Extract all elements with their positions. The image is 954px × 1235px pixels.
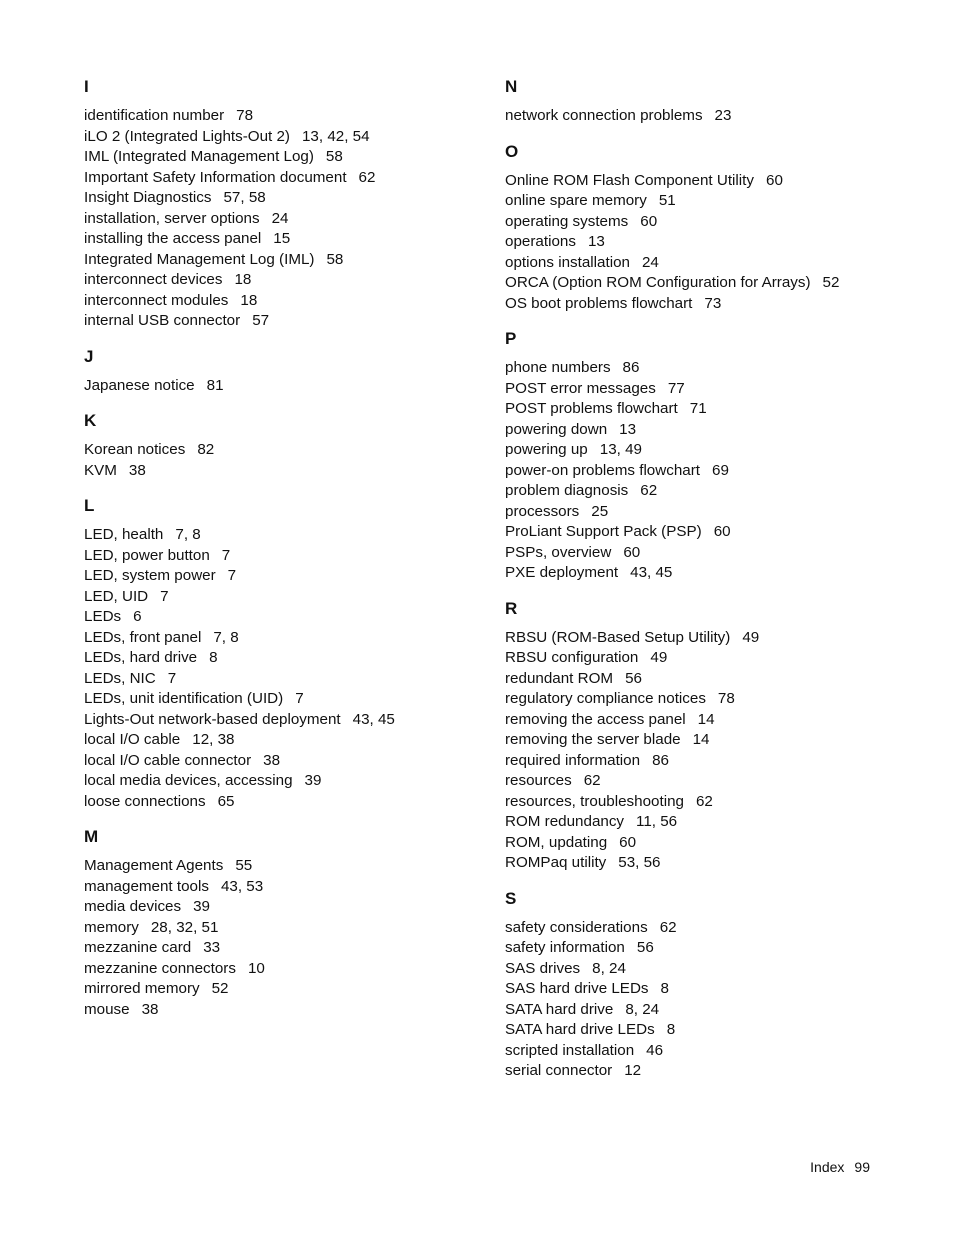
entry-pages[interactable]: 33: [203, 939, 221, 956]
entry-pages[interactable]: 13, 42, 54: [301, 127, 370, 145]
entry-pages[interactable]: 8: [209, 649, 218, 666]
section-letter: P: [505, 329, 517, 348]
entry-term: POST error messages: [505, 379, 656, 397]
entry-term: Important Safety Information document: [84, 168, 347, 186]
entry-term: Japanese notice: [84, 376, 195, 394]
index-entry: [84, 877, 484, 898]
entry-pages[interactable]: 43, 45: [630, 564, 673, 581]
entry-term: PXE deployment: [505, 564, 619, 581]
index-section-k: [84, 408, 484, 481]
index-entry: [84, 959, 484, 980]
entry-term: powering down: [505, 420, 608, 438]
index-column-left: [84, 74, 484, 1032]
index-entry: [505, 918, 905, 939]
entry-term: mouse: [84, 1000, 130, 1018]
entry-term: RBSU configuration: [505, 649, 639, 666]
index-entry: [505, 1000, 905, 1021]
index-entry: [84, 1000, 484, 1021]
entry-pages[interactable]: 86: [652, 751, 669, 769]
index-entry: [505, 669, 905, 690]
entry-term: SAS hard drive LEDs: [505, 980, 649, 997]
entry-pages[interactable]: 12: [624, 1062, 642, 1079]
index-entry: [84, 270, 484, 291]
index-entry: [84, 168, 484, 189]
entry-pages[interactable]: 13, 49: [599, 441, 642, 458]
index-entry: [84, 648, 484, 669]
entry-term: LEDs: [84, 608, 122, 625]
entry-term: required information: [505, 751, 641, 769]
index-entry: [84, 525, 484, 546]
entry-term: Korean notices: [84, 441, 186, 458]
entry-term: identification number: [84, 107, 225, 124]
entry-term: LED, system power: [84, 567, 216, 584]
entry-term: ROM, updating: [505, 833, 608, 851]
entry-term: powering up: [505, 441, 588, 458]
index-entry: [84, 751, 484, 772]
entry-pages[interactable]: 43, 45: [352, 710, 395, 728]
index-entry: [84, 771, 484, 792]
entry-pages[interactable]: 15: [273, 230, 291, 247]
entry-pages[interactable]: 60: [766, 171, 783, 189]
index-entry: [505, 730, 905, 751]
entry-pages[interactable]: 39: [304, 772, 322, 789]
index-entry: [505, 1061, 905, 1082]
index-entry: [505, 628, 905, 649]
index-entry: [505, 420, 905, 441]
entry-term: resources, troubleshooting: [505, 792, 684, 810]
entry-term: scripted installation: [505, 1041, 635, 1059]
index-entry: [505, 440, 905, 461]
index-entry: [505, 1041, 905, 1062]
entry-pages[interactable]: 51: [658, 192, 676, 209]
entry-pages[interactable]: 69: [712, 461, 729, 479]
index-entry: [505, 710, 905, 731]
entry-pages[interactable]: 25: [591, 502, 609, 520]
entry-term: POST problems flowchart: [505, 400, 678, 417]
entry-term: LEDs, hard drive: [84, 649, 198, 666]
entry-pages[interactable]: 58: [326, 250, 344, 268]
entry-pages[interactable]: 38: [141, 1000, 159, 1018]
index-entry: [84, 440, 484, 461]
entry-term: LEDs, unit identification (UID): [84, 690, 284, 707]
entry-term: Insight Diagnostics: [84, 189, 212, 206]
entry-pages[interactable]: 62: [659, 918, 677, 936]
entry-pages[interactable]: 7, 8: [213, 628, 239, 646]
entry-term: management tools: [84, 877, 209, 895]
entry-term: mezzanine card: [84, 939, 192, 956]
entry-pages[interactable]: 7: [295, 690, 304, 707]
entry-pages[interactable]: 23: [714, 107, 732, 124]
entry-term: LEDs, NIC: [84, 669, 156, 687]
entry-term: ProLiant Support Pack (PSP): [505, 523, 702, 540]
page-number: 99: [854, 1159, 870, 1175]
entry-term: mezzanine connectors: [84, 959, 236, 977]
footer-label: Index: [810, 1159, 845, 1175]
entry-term: Lights-Out network-based deployment: [84, 710, 341, 728]
entry-pages[interactable]: 56: [636, 939, 654, 956]
entry-term: ROM redundancy: [505, 813, 625, 830]
index-entry: [84, 897, 484, 918]
index-entry: [505, 481, 905, 502]
entry-term: PSPs, overview: [505, 543, 612, 561]
entry-term: RBSU (ROM-Based Setup Utility): [505, 628, 731, 646]
index-entry: [84, 209, 484, 230]
entry-pages[interactable]: 24: [271, 209, 289, 227]
index-entry: [84, 250, 484, 271]
entry-pages[interactable]: 38: [128, 461, 146, 479]
index-entry: [505, 938, 905, 959]
index-entry: [84, 710, 484, 731]
entry-term: KVM: [84, 461, 117, 479]
entry-term: media devices: [84, 898, 182, 915]
entry-pages[interactable]: 18: [240, 291, 258, 309]
index-entry: [84, 792, 484, 813]
entry-term: mirrored memory: [84, 980, 200, 997]
section-letter: K: [84, 411, 97, 430]
index-entry: [505, 833, 905, 854]
entry-pages[interactable]: 57: [252, 312, 270, 329]
entry-term: operations: [505, 233, 576, 250]
index-entry: [505, 792, 905, 813]
entry-term: network connection problems: [505, 107, 703, 124]
entry-term: processors: [505, 502, 580, 520]
index-entry: [505, 171, 905, 192]
entry-pages[interactable]: 58: [325, 148, 343, 165]
entry-pages[interactable]: 14: [692, 731, 710, 748]
index-section-j: [84, 344, 484, 397]
index-entry: [84, 188, 484, 209]
index-entry: [505, 399, 905, 420]
index-entry: [84, 856, 484, 877]
entry-pages[interactable]: 81: [206, 376, 224, 394]
index-entry: [505, 648, 905, 669]
entry-pages[interactable]: 7: [167, 669, 177, 687]
index-entry: [84, 918, 484, 939]
entry-pages[interactable]: 60: [619, 833, 637, 851]
entry-term: online spare memory: [505, 192, 647, 209]
entry-pages[interactable]: 24: [641, 253, 659, 271]
index-entry: [505, 771, 905, 792]
entry-pages[interactable]: 7, 8: [175, 526, 201, 543]
index-entry: [84, 979, 484, 1000]
entry-term: internal USB connector: [84, 312, 241, 329]
entry-pages[interactable]: 55: [235, 857, 253, 874]
section-letter: J: [84, 346, 94, 366]
index-entry: [84, 730, 484, 751]
entry-pages[interactable]: 56: [625, 669, 642, 687]
index-section-r: [505, 596, 905, 874]
entry-pages[interactable]: 18: [234, 271, 252, 288]
entry-pages[interactable]: 7: [227, 567, 237, 584]
entry-pages[interactable]: 77: [667, 379, 685, 397]
entry-term: SATA hard drive LEDs: [505, 1021, 655, 1038]
index-entry: [84, 938, 484, 959]
entry-pages[interactable]: 73: [704, 294, 722, 312]
index-entry: [505, 502, 905, 523]
index-entry: [505, 689, 905, 710]
index-section-n: [505, 74, 905, 127]
index-entry: [505, 751, 905, 772]
index-entry: [505, 522, 905, 543]
entry-term: ORCA (Option ROM Configuration for Arrays): [505, 274, 811, 291]
entry-pages[interactable]: 13: [619, 420, 637, 438]
entry-term: regulatory compliance notices: [505, 690, 706, 707]
section-letter: I: [84, 77, 89, 96]
index-entry: [505, 358, 905, 379]
index-entry: [505, 106, 905, 127]
entry-pages[interactable]: 62: [695, 792, 713, 810]
entry-term: LED, health: [84, 526, 164, 543]
entry-term: Integrated Management Log (IML): [84, 250, 315, 268]
entry-pages[interactable]: 7: [160, 587, 169, 605]
index-entry: [505, 563, 905, 584]
entry-term: interconnect devices: [84, 271, 223, 288]
entry-term: SAS drives: [505, 959, 581, 977]
index-entry: [84, 311, 484, 332]
index-entry: [84, 607, 484, 628]
index-entry: [505, 979, 905, 1000]
entry-pages[interactable]: 71: [689, 400, 707, 417]
index-entry: [505, 812, 905, 833]
entry-term: LEDs, front panel: [84, 628, 202, 646]
index-entry: [505, 212, 905, 233]
index-entry: [84, 461, 484, 482]
section-letter: S: [505, 888, 517, 908]
entry-term: local media devices, accessing: [84, 772, 293, 789]
index-section-l: [84, 493, 484, 812]
entry-pages[interactable]: 39: [193, 898, 210, 915]
index-section-i: [84, 74, 484, 332]
entry-pages[interactable]: 13: [587, 233, 605, 250]
index-entry: [84, 566, 484, 587]
index-entry: [84, 147, 484, 168]
entry-term: power-on problems flowchart: [505, 461, 700, 479]
entry-term: interconnect modules: [84, 291, 229, 309]
entry-term: Online ROM Flash Component Utility: [505, 171, 754, 189]
entry-term: options installation: [505, 253, 630, 271]
entry-term: safety considerations: [505, 918, 648, 936]
index-entry: [84, 587, 484, 608]
index-entry: [505, 853, 905, 874]
entry-term: installing the access panel: [84, 230, 262, 247]
index-entry: [505, 232, 905, 253]
entry-pages[interactable]: 52: [211, 980, 229, 997]
entry-pages[interactable]: 53, 56: [618, 854, 661, 871]
entry-term: OS boot problems flowchart: [505, 294, 693, 312]
section-letter: R: [505, 598, 518, 618]
entry-pages[interactable]: 6: [133, 608, 142, 625]
entry-pages[interactable]: 46: [646, 1041, 664, 1059]
entry-pages[interactable]: 62: [583, 772, 601, 789]
entry-pages[interactable]: 60: [713, 523, 731, 540]
entry-term: local I/O cable: [84, 731, 181, 748]
entry-term: phone numbers: [505, 359, 611, 376]
entry-term: problem diagnosis: [505, 482, 629, 499]
entry-pages[interactable]: 8: [660, 980, 669, 997]
entry-term: redundant ROM: [505, 669, 614, 687]
index-section-o: [505, 139, 905, 315]
entry-term: SATA hard drive: [505, 1000, 614, 1018]
entry-pages[interactable]: 43, 53: [220, 877, 264, 895]
entry-term: installation, server options: [84, 209, 260, 227]
index-section-s: [505, 886, 905, 1082]
index-entry: [84, 106, 484, 127]
index-entry: [505, 273, 905, 294]
entry-pages[interactable]: 82: [197, 441, 215, 458]
section-letter: O: [505, 141, 519, 161]
entry-term: operating systems: [505, 212, 629, 230]
entry-term: removing the access panel: [505, 710, 686, 728]
entry-pages[interactable]: 52: [822, 274, 840, 291]
entry-term: memory: [84, 918, 139, 936]
entry-pages[interactable]: 38: [263, 751, 281, 769]
index-entry: [84, 291, 484, 312]
entry-term: removing the server blade: [505, 731, 681, 748]
index-entry: [84, 689, 484, 710]
entry-term: LED, power button: [84, 546, 210, 564]
index-entry: [505, 191, 905, 212]
entry-term: iLO 2 (Integrated Lights-Out 2): [84, 127, 290, 145]
entry-pages[interactable]: 86: [622, 359, 640, 376]
entry-term: resources: [505, 772, 572, 789]
entry-pages[interactable]: 78: [717, 690, 735, 707]
entry-pages[interactable]: 65: [217, 792, 235, 810]
index-entry: [505, 461, 905, 482]
index-entry: [84, 376, 484, 397]
entry-pages[interactable]: 57, 58: [223, 189, 266, 206]
entry-pages[interactable]: 10: [247, 959, 265, 977]
index-entry: [505, 379, 905, 400]
section-letter: L: [84, 496, 95, 515]
entry-pages[interactable]: 49: [742, 628, 760, 646]
entry-term: local I/O cable connector: [84, 751, 252, 769]
entry-pages[interactable]: 60: [623, 543, 641, 561]
entry-pages[interactable]: 78: [236, 107, 254, 124]
index-section-m: [84, 824, 484, 1020]
entry-term: ROMPaq utility: [505, 854, 607, 871]
index-entry: [505, 1020, 905, 1041]
entry-term: LED, UID: [84, 587, 149, 605]
entry-pages[interactable]: 8, 24: [592, 959, 626, 977]
entry-term: loose connections: [84, 792, 206, 810]
index-entry: [505, 543, 905, 564]
index-entry: [505, 253, 905, 274]
index-entry: [84, 127, 484, 148]
entry-term: IML (Integrated Management Log): [84, 148, 314, 165]
index-entry: [84, 229, 484, 250]
entry-term: Management Agents: [84, 857, 224, 874]
entry-pages[interactable]: 62: [358, 168, 376, 186]
entry-pages[interactable]: 62: [640, 482, 658, 499]
entry-pages[interactable]: 60: [640, 212, 658, 230]
entry-pages[interactable]: 49: [650, 649, 668, 666]
index-entry: [84, 669, 484, 690]
index-entry: [505, 959, 905, 980]
entry-pages[interactable]: 8, 24: [625, 1000, 660, 1018]
entry-pages[interactable]: 7: [221, 546, 231, 564]
entry-pages[interactable]: 28, 32, 51: [150, 918, 219, 936]
index-section-p: [505, 326, 905, 584]
section-letter: N: [505, 77, 518, 96]
entry-pages[interactable]: 8: [666, 1021, 676, 1038]
page-footer: [810, 1157, 870, 1177]
entry-term: safety information: [505, 939, 625, 956]
index-entry: [84, 546, 484, 567]
entry-pages[interactable]: 12, 38: [192, 731, 235, 748]
entry-pages[interactable]: 14: [697, 710, 715, 728]
entry-term: serial connector: [505, 1062, 613, 1079]
index-entry: [505, 294, 905, 315]
section-letter: M: [84, 827, 99, 846]
entry-pages[interactable]: 11, 56: [636, 813, 678, 830]
index-column-right: [505, 74, 905, 1094]
index-entry: [84, 628, 484, 649]
